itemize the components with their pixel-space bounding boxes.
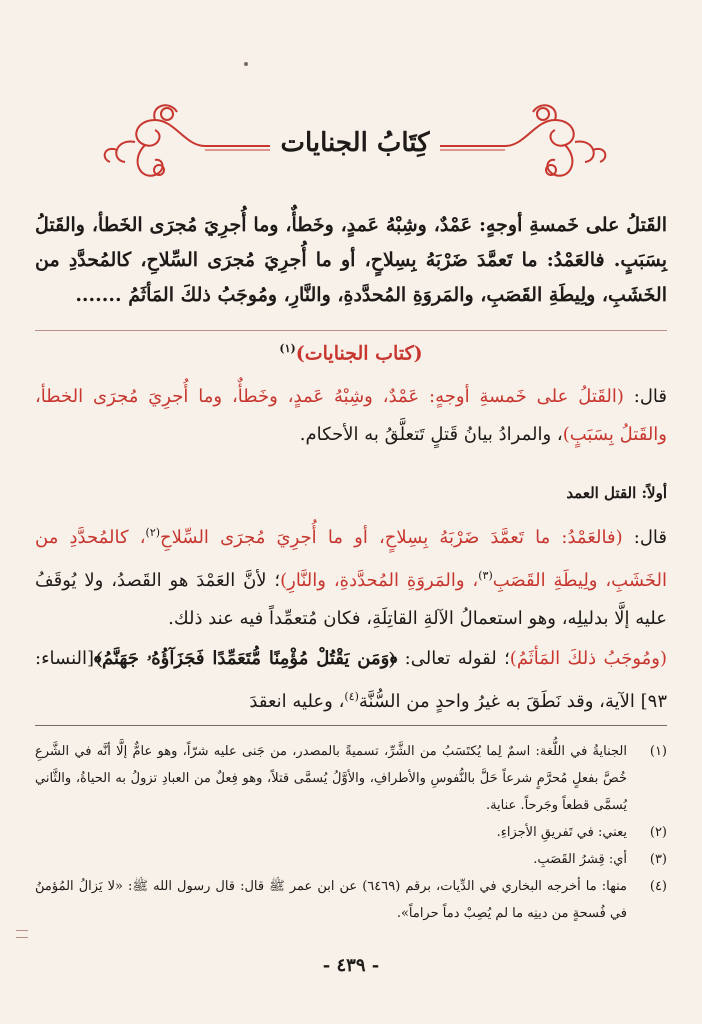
footnote-text: يعني: في تَفريقِ الأجزاءِ.: [496, 825, 627, 840]
footnote-item: [35, 819, 667, 846]
commentary-paragraph-2: [35, 514, 667, 638]
paragraph-text: ، والمرادُ بيانُ قَتلٍ تَتعلَّقُ به الأحكام.: [299, 424, 563, 445]
verse-reference: [النساء: ٩٣] الآية، وقد نَطَقَ به غيرُ واحدٍ من السُّنَّة: [35, 648, 667, 712]
footnote-ref-2[interactable]: (٢): [145, 526, 161, 539]
footnote-number: (١): [649, 744, 667, 759]
margin-mark-icon: [16, 930, 28, 938]
page-number: - ٤٣٩ -: [322, 955, 380, 976]
footnotes: [35, 738, 667, 927]
quoted-matn-b: ، كالمُحدَّدِ من الخَشَبِ، ولِيطَةِ القَصَبِ: [35, 527, 668, 591]
paragraph-text: ؛ لأنَّ العَمْدَ هو القَصدُ، ولا يُوقَفُ عليه إلَّا بدليلِه، وهو استعمالُ الآلةِ القاتِلَةِ، فكان مُتعمِّداً فيه عند ذلك.: [35, 570, 667, 629]
footnote-item: [35, 873, 667, 927]
ink-dot: [244, 62, 248, 66]
section-subheading: أولاً: القتل العمد: [566, 484, 667, 502]
chapter-header: [95, 90, 615, 200]
footnote-item: [35, 846, 667, 873]
quoted-matn-a: (فالعَمْدُ: ما تَعمَّدَ ضَرْبَهُ بِسِلاحٍ، أو ما أُجرِيَ مُجرَى السِّلاحِ: [160, 527, 623, 548]
chapter-title: كِتَابُ الجنايات: [270, 128, 440, 158]
footnote-number: (٤): [649, 879, 667, 894]
footnote-text: منها: ما أخرجه البخاري في الدِّيات، برقم (٦٤٦٩) عن ابن عمر ﷺ قال: قال رسول الله ﷺ: «لا يَزالُ المُؤمنُ في فُسحةٍ من دينِه ما لم يُصِبْ دماً حراماً».: [35, 879, 627, 921]
paragraph-lead: قال:: [622, 527, 668, 548]
paragraph-end: ، وعليه انعقدَ: [249, 691, 345, 712]
footnote-ref-3[interactable]: (٣): [478, 569, 493, 582]
footnote-text: الجنايةُ في اللُّغة: اسمٌ لِما يُكتَسَبُ من الشَّرِّ، تسميةً بالمصدر، من جَنى عليه شرّاً، وهو عامٌّ إلَّا أنَّه في الشَّرعِ خُصَّ بفعلٍ مُحرَّمٍ شرعاً حَلَّ بالنُّفوسِ والأطرافِ، والأوَّلُ يُسمَّى قتلاً، وهو فِعلٌ من العبادِ تزولُ به الحياةُ، والثَّاني يُسمَّى قطعاً وجَرحاً. عناية.: [35, 744, 627, 813]
footnote-ref-4[interactable]: (٤): [344, 690, 359, 703]
quoted-matn: (ومُوجَبُ ذلكَ المَأثَمُ): [509, 648, 667, 669]
main-text: القَتلُ على خَمسةِ أوجهٍ: عَمْدٌ، وشِبْهُ عَمدٍ، وخَطأٌ، وما أُجرِيَ مُجرَى الخَطأ، والقَتلُ بِسَبَبٍ. فالعَمْدُ: ما تَعمَّدَ ضَرْبَهُ بِسِلاحٍ، أو ما أُجرِيَ مُجرَى السِّلاحِ، كالمُحدَّدِ من الخَشَبِ، ولِيطَةِ القَصَبِ، والمَروَةِ المُحدَّدةِ، والنَّارِ، ومُوجَبُ ذلكَ المَأثَمُ .......: [35, 214, 667, 306]
footnote-divider: [35, 725, 667, 726]
paragraph-text: ؛ لقوله تعالى:: [397, 648, 510, 669]
divider: [35, 330, 667, 331]
footnote-ref-1[interactable]: (١): [279, 342, 296, 355]
commentary-paragraph-1: [35, 378, 667, 454]
commentary-paragraph-3: [35, 640, 667, 721]
paragraph-lead: قال:: [623, 386, 667, 407]
quoted-matn-c: ، والمَروَةِ المُحدَّدةِ، والنَّارِ): [280, 570, 479, 591]
footnote-item: [35, 738, 667, 819]
footnote-text: أي: قِشرُ القَصَبِ.: [533, 852, 627, 867]
quoted-matn: (القَتلُ على خَمسةِ أوجهٍ: عَمْدٌ، وشِبْهُ عَمدٍ، وخَطأٌ، وما أُجرِيَ مُجرَى الخطأ، والقَتلُ بِسَبَبٍ): [35, 386, 667, 445]
commentary-title-text: (كتاب الجنايات): [295, 342, 423, 365]
commentary-title: [35, 342, 667, 364]
footnote-number: (٢): [649, 825, 667, 840]
quran-verse: ﴿وَمَن يَقْتُلْ مُؤْمِنًا مُّتَعَمِّدًا فَجَزَآؤُهُۥ جَهَنَّمُ﴾: [94, 648, 398, 669]
footnote-number: (٣): [649, 852, 667, 867]
